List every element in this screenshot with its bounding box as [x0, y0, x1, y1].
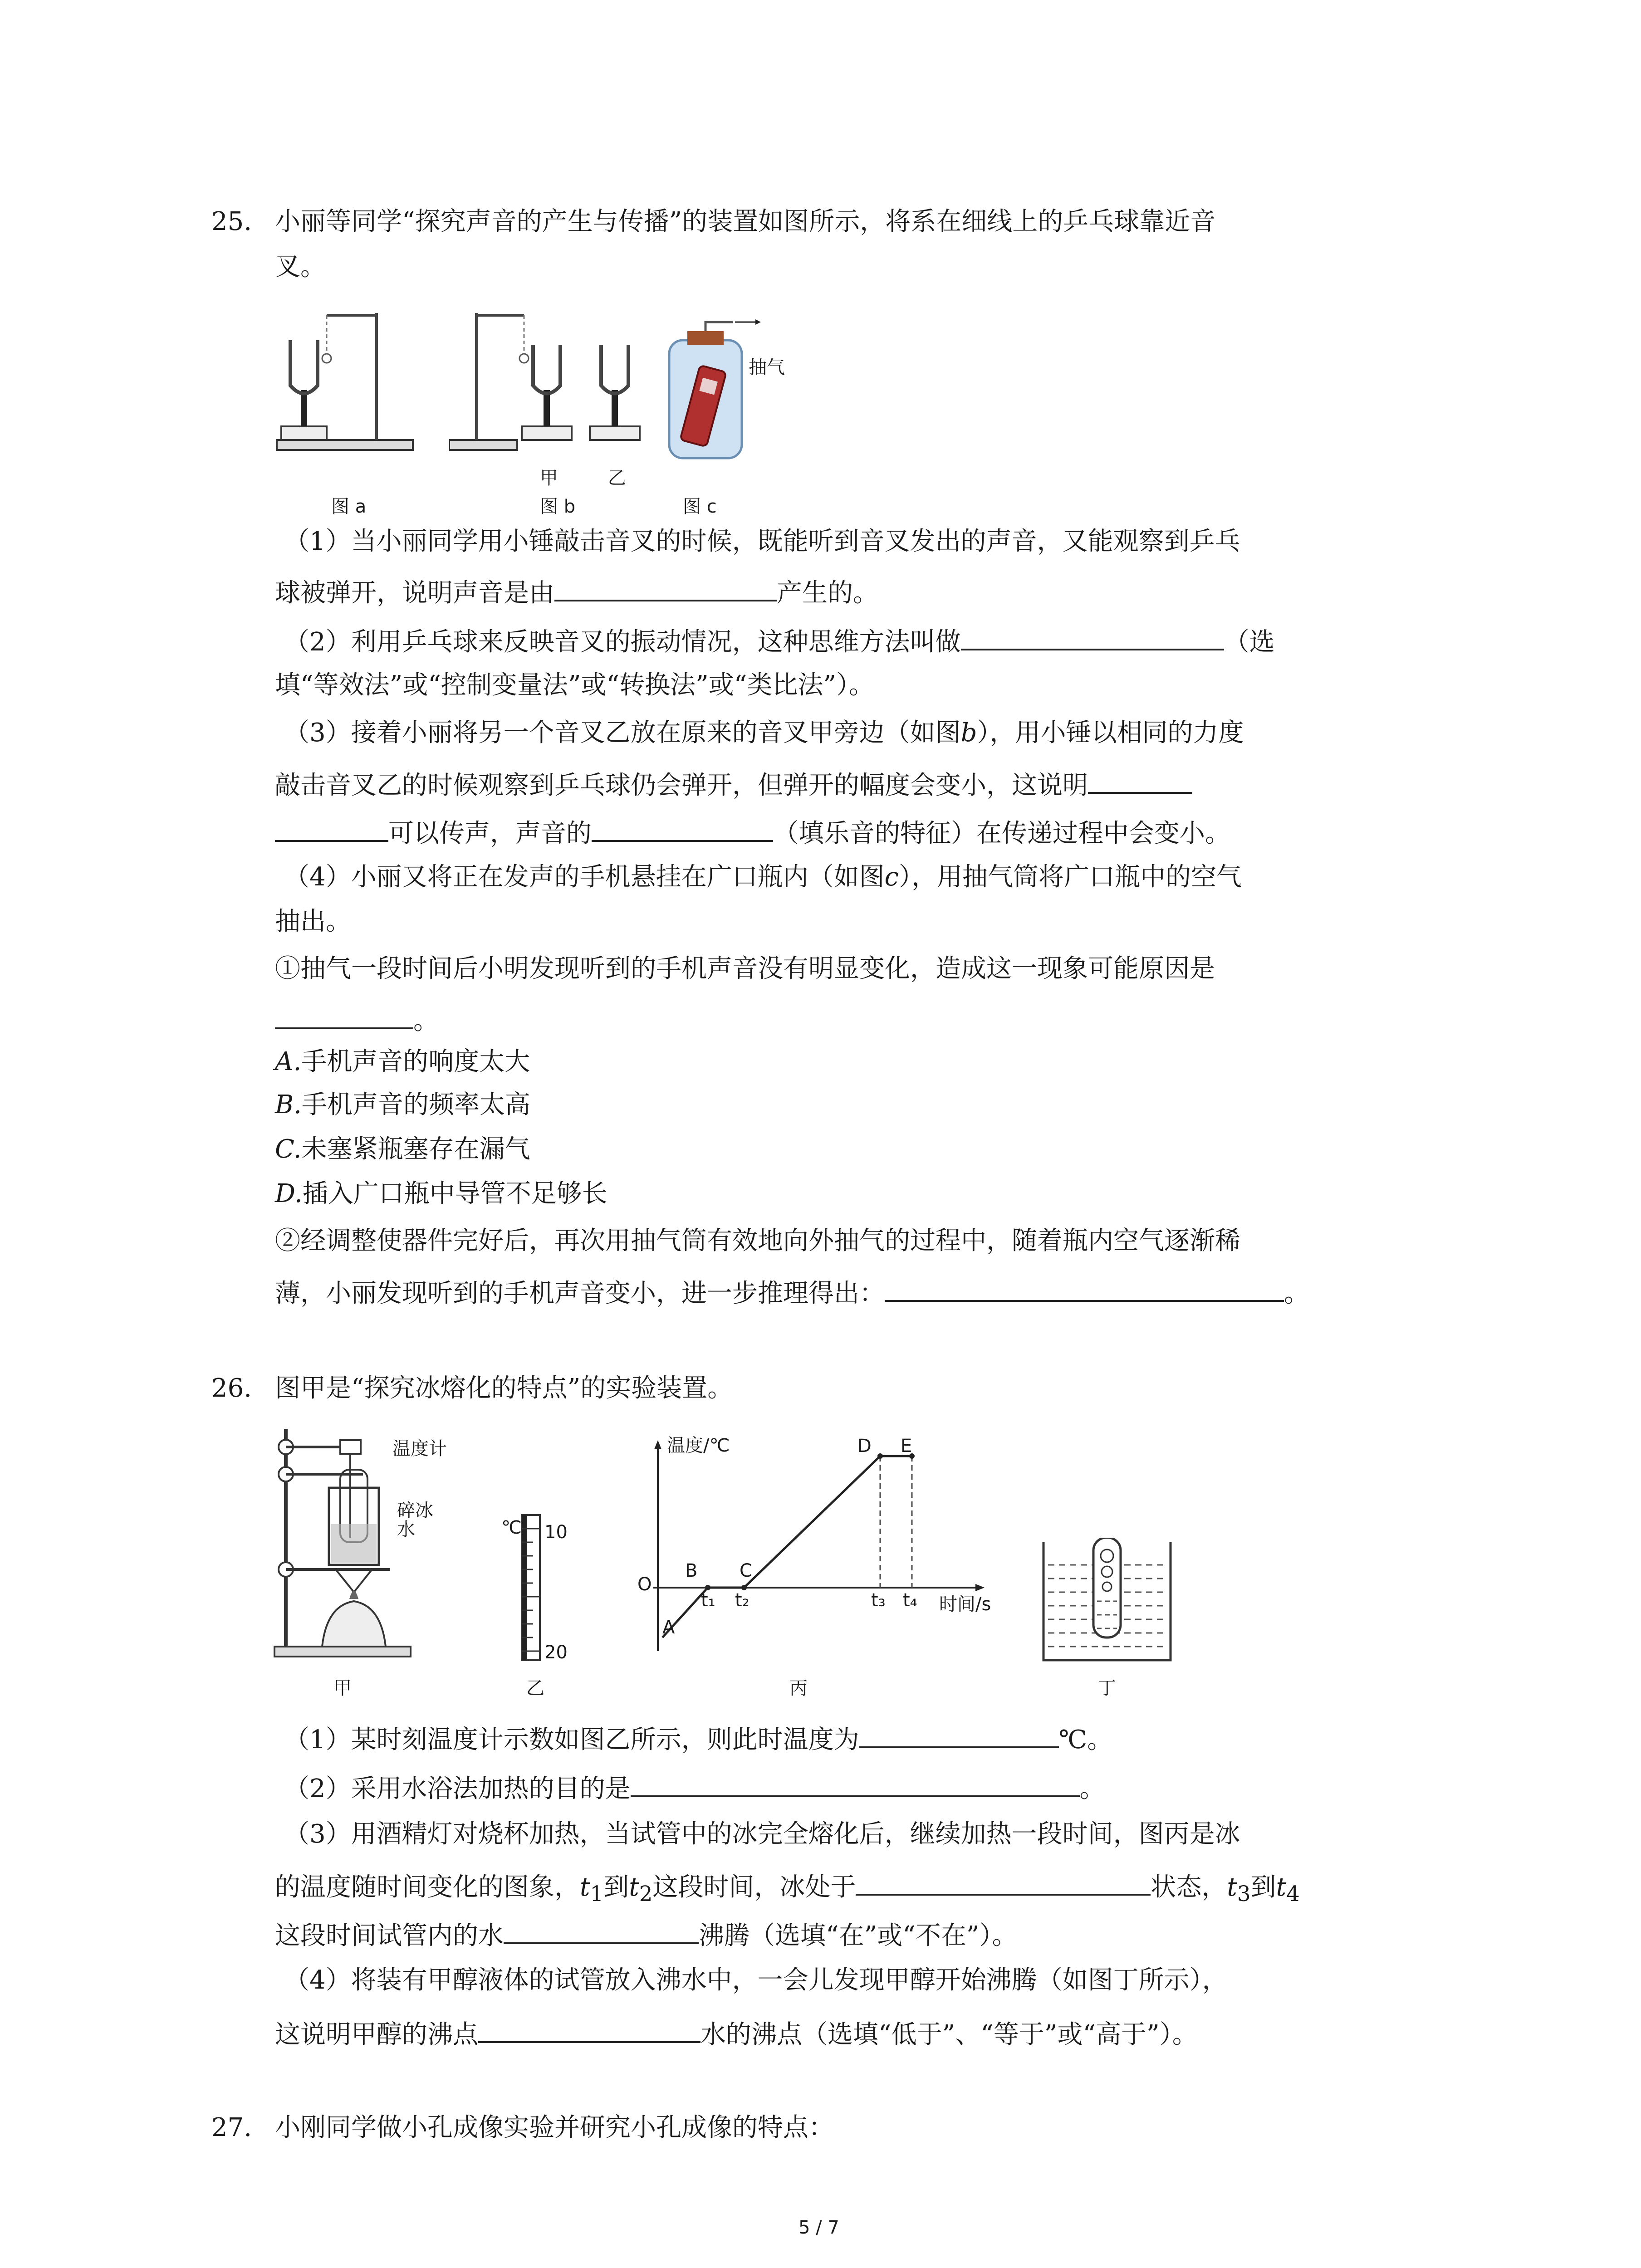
q26-part3-line3 [275, 1915, 1018, 1952]
graph-tick-t1: t₁ [701, 1590, 715, 1611]
q25-part2-line1 [284, 621, 1275, 659]
q25-sub2-text: 薄，小丽发现听到的手机声音变小，进一步推理得出： [275, 1279, 885, 1308]
figure-a-tuning-fork [272, 304, 436, 467]
q26-blank-1[interactable] [859, 1719, 1059, 1748]
q25-option-c [275, 1133, 530, 1166]
q26-var-t1: t [580, 1872, 590, 1902]
q26-sub-4: 4 [1286, 1882, 1300, 1907]
q26-sub-3: 3 [1237, 1882, 1251, 1907]
graph-point-d: D [857, 1436, 872, 1457]
thermometer-tick-10: 10 [544, 1522, 568, 1543]
figure-a-caption: 图 a [331, 496, 367, 517]
graph-tick-t4: t₄ [903, 1590, 917, 1611]
q25-part2-text: （2）利用乒乓球来反映音叉的振动情况，这种思维方法叫做 [284, 627, 961, 657]
graph-point-a: A [662, 1617, 675, 1638]
q25-blank-1[interactable] [554, 572, 777, 601]
q25-part1-text-end: 产生的。 [777, 578, 878, 608]
q25-part3-var: b [960, 718, 977, 748]
q25-part1-line1: （1）当小丽同学用小锤敲击音叉的时候，既能听到音叉发出的声音，又能观察到乒乓 [284, 527, 1240, 556]
thermometer-tick-20: 20 [544, 1642, 568, 1663]
q26-var-t3: t [1227, 1872, 1237, 1902]
q26-blank-3[interactable] [856, 1867, 1151, 1896]
label-crushed-ice: 碎冰 [397, 1500, 433, 1521]
q26-part1-text: （1）某时刻温度计示数如图乙所示，则此时温度为 [284, 1725, 859, 1755]
q26-blank-4[interactable] [504, 1915, 699, 1944]
figure-ding-caption: 丁 [1098, 1678, 1116, 1699]
graph-axis-y-label: 温度/℃ [667, 1435, 730, 1456]
q26-sub-1: 1 [590, 1882, 604, 1907]
figure-ding-beaker [1039, 1538, 1175, 1669]
option-c-text: 未塞紧瓶塞存在漏气 [301, 1134, 530, 1164]
figure-bing-caption: 丙 [789, 1678, 808, 1699]
q26-part1-end: ℃。 [1058, 1725, 1113, 1755]
q25-blank-2[interactable] [961, 621, 1224, 650]
q26-to-2: 到 [1250, 1872, 1276, 1902]
figure-c-bell-jar-phone [665, 318, 792, 472]
page-number: 5 / 7 [798, 2217, 839, 2238]
q25-sub2-line2 [275, 1273, 1309, 1310]
q27-stem: 小刚同学做小孔成像实验并研究小孔成像的特点： [275, 2113, 834, 2142]
figure-b-label-yi: 乙 [608, 468, 626, 489]
q25-sub2-line1: ②经调整使器件完好后，再次用抽气筒有效地向外抽气的过程中，随着瓶内空气逐渐稀 [275, 1226, 1240, 1256]
graph-point-c: C [740, 1560, 752, 1581]
q26-part4-text: 这说明甲醇的沸点 [275, 2020, 478, 2049]
q26-part1 [284, 1719, 1112, 1756]
q26-blank-2[interactable] [631, 1768, 1080, 1797]
q26-part4-end: 水的沸点（选填“低于”、“等于”或“高于”）。 [700, 2020, 1198, 2049]
q25-blank-3a[interactable] [1088, 765, 1192, 794]
q25-number: 25. [211, 207, 252, 236]
q26-part3-end: 沸腾（选填“在”或“不在”）。 [699, 1921, 1018, 1950]
q25-option-a [275, 1046, 530, 1078]
figure-jia-caption: 甲 [333, 1678, 352, 1699]
q25-blank-4[interactable] [275, 1000, 413, 1029]
q25-blank-5[interactable] [885, 1273, 1284, 1302]
q25-part4-text: （4）小丽又将正在发声的手机悬挂在广口瓶内（如图 [284, 862, 885, 892]
figure-yi-caption: 乙 [526, 1678, 544, 1699]
q26-part2-end: 。 [1079, 1774, 1105, 1804]
figure-b-caption: 图 b [540, 496, 576, 517]
q26-to-1: 到 [603, 1872, 629, 1902]
q25-part4-text-end: ），用抽气筒将广口瓶中的空气 [899, 862, 1242, 892]
figure-b-label-jia: 甲 [540, 468, 558, 489]
q25-stem-line1: 小丽等同学“探究声音的产生与传播”的装置如图所示，将系在细线上的乒乓球靠近音 [275, 207, 1216, 236]
q25-part4-var: c [884, 862, 899, 892]
q25-part3-text2: 敲击音叉乙的时候观察到乒乓球仍会弹开，但弹开的幅度会变小，这说明 [275, 771, 1088, 800]
graph-point-e: E [901, 1436, 912, 1457]
q25-option-b [275, 1089, 530, 1121]
thermometer-unit: ℃ [501, 1517, 522, 1538]
figure-c-pump-label: 抽气 [749, 357, 785, 378]
q25-sub1-line1: ①抽气一段时间后小明发现听到的手机声音没有明显变化，造成这一现象可能原因是 [275, 954, 1215, 983]
q25-part3-text3-end: （填乐音的特征）在传递过程中会变小。 [773, 819, 1230, 848]
option-a-letter: A. [275, 1047, 302, 1076]
q26-part2 [284, 1768, 1105, 1805]
q27-number: 27. [211, 2113, 252, 2142]
q25-part3-text3: 可以传声，声音的 [388, 819, 592, 848]
q25-blank-3c[interactable] [592, 813, 773, 842]
q26-part3-text: 的温度随时间变化的图象， [275, 1872, 580, 1902]
figure-bing-graph [640, 1438, 1012, 1656]
graph-origin-label: O [637, 1574, 652, 1595]
q25-part2-text-end: （选 [1224, 627, 1275, 657]
q25-option-d [275, 1178, 607, 1210]
graph-point-b: B [685, 1560, 698, 1581]
q25-part3-text-end: ），用小锤以相同的力度 [977, 718, 1244, 748]
figure-c-caption: 图 c [683, 496, 717, 517]
q25-sub2-end: 。 [1284, 1279, 1309, 1308]
figure-b-two-forks [449, 304, 653, 467]
option-d-text: 插入广口瓶中导管不足够长 [302, 1179, 607, 1208]
q26-part4-line2 [275, 2014, 1198, 2051]
q25-part1-text: 球被弹开，说明声音是由 [275, 578, 554, 608]
graph-tick-t3: t₃ [871, 1590, 886, 1611]
q26-part3-line2 [275, 1867, 1300, 1911]
q25-sub1-line2 [275, 1000, 439, 1037]
option-b-text: 手机声音的频率太高 [301, 1090, 530, 1119]
q25-sub1-end: 。 [413, 1006, 439, 1036]
q25-part4-line1 [284, 861, 1242, 894]
q25-stem-line2: 叉。 [275, 252, 326, 282]
option-c-letter: C. [275, 1134, 302, 1164]
q26-part4-line1: （4）将装有甲醇液体的试管放入沸水中，一会儿发现甲醇开始沸腾（如图丁所示）， [284, 1965, 1228, 1995]
q25-part3-line2 [275, 765, 1192, 802]
q25-blank-3b[interactable] [275, 813, 388, 842]
q25-part4-line2: 抽出。 [275, 907, 351, 936]
option-b-letter: B. [275, 1090, 302, 1119]
option-d-letter: D. [275, 1179, 303, 1208]
q26-part3-mid: 这段时间，冰处于 [652, 1872, 856, 1902]
q25-part3-line1 [284, 717, 1244, 749]
q25-part2-line2: 填“等效法”或“控制变量法”或“转换法”或“类比法”）。 [275, 670, 875, 700]
q25-part3-text: （3）接着小丽将另一个音叉乙放在原来的音叉甲旁边（如图 [284, 718, 961, 748]
q26-stem: 图甲是“探究冰熔化的特点”的实验装置。 [275, 1374, 733, 1403]
label-thermometer: 温度计 [392, 1438, 447, 1459]
option-a-text: 手机声音的响度太大 [301, 1047, 530, 1076]
graph-tick-t2: t₂ [735, 1590, 749, 1611]
graph-axis-x-label: 时间/s [939, 1594, 991, 1615]
q26-var-t4: t [1276, 1872, 1287, 1902]
q26-part3-line1: （3）用酒精灯对烧杯加热，当试管中的冰完全熔化后，继续加热一段时间，图丙是冰 [284, 1819, 1240, 1849]
q26-part3-text3: 这段时间试管内的水 [275, 1921, 504, 1950]
q26-number: 26. [211, 1374, 252, 1403]
q25-part1-line2 [275, 572, 878, 610]
figure-yi-thermometer-scale [485, 1510, 585, 1665]
q26-blank-5[interactable] [478, 2014, 700, 2043]
q25-part3-line3 [275, 813, 1230, 850]
q26-var-t2: t [629, 1872, 639, 1902]
label-water: 水 [397, 1519, 415, 1540]
q26-sub-2: 2 [639, 1882, 653, 1907]
q26-part2-text: （2）采用水浴法加热的目的是 [284, 1774, 631, 1804]
q26-part3-state: 状态， [1151, 1872, 1227, 1902]
